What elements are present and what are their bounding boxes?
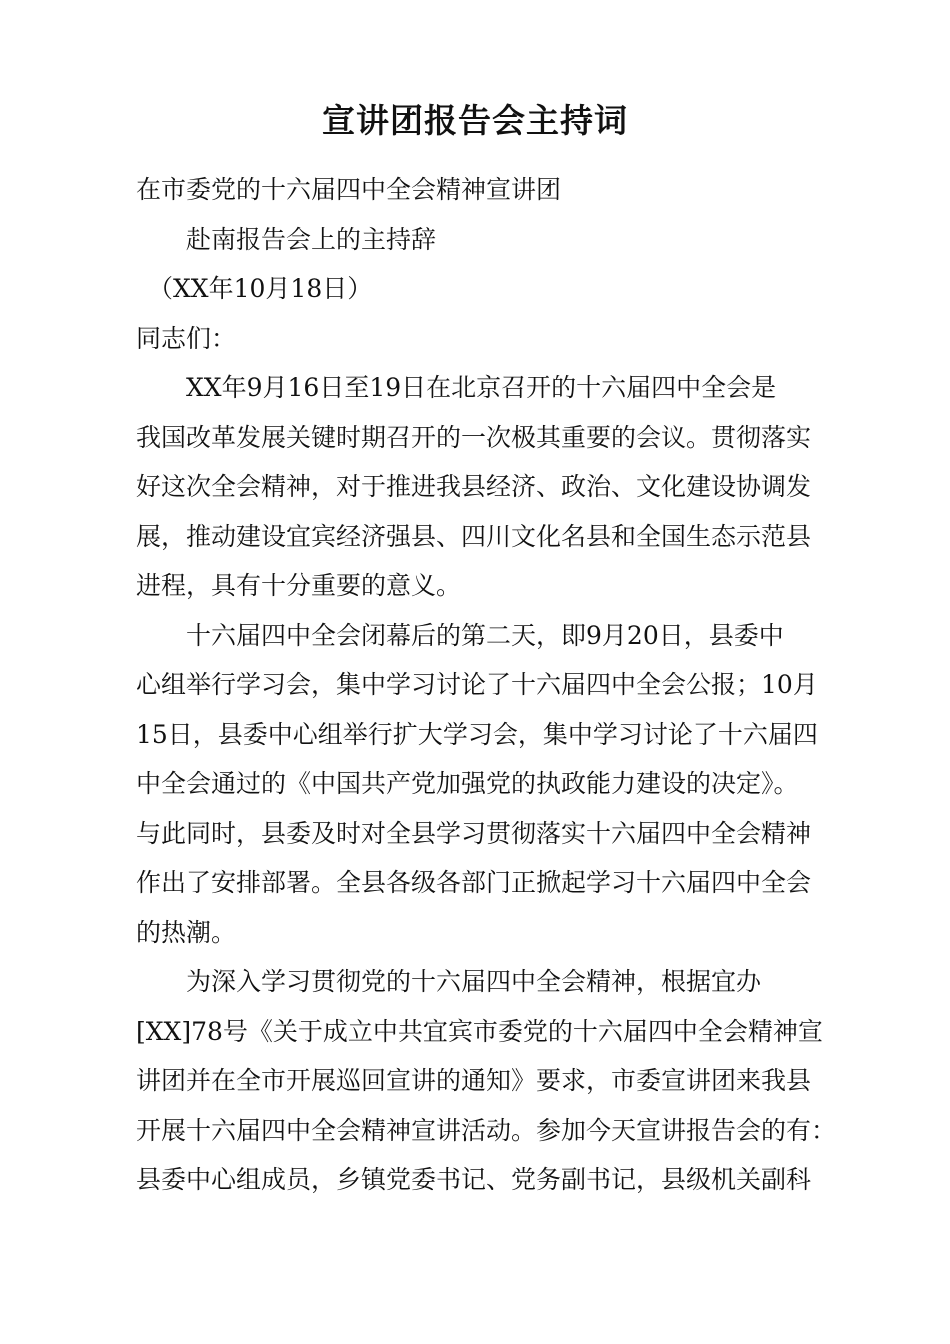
paragraph-line: XX年9月16日至19日在北京召开的十六届四中全会是 — [186, 373, 777, 402]
paragraph-line: 为深入学习贯彻党的十六届四中全会精神，根据宜办 — [186, 967, 762, 996]
paragraph-line: 十六届四中全会闭幕后的第二天，即9月20日，县委中 — [186, 621, 784, 650]
paragraph-line: 作出了安排部署。全县各级各部门正掀起学习十六届四中全会 — [136, 868, 812, 897]
paragraph-line: 15日，县委中心组举行扩大学习会，集中学习讨论了十六届四 — [136, 720, 818, 749]
salutation: 同志们： — [136, 324, 237, 353]
paragraph-line: 讲团并在全市开展巡回宣讲的通知》要求，市委宣讲团来我县 — [136, 1066, 812, 1095]
header-line-1: 在市委党的十六届四中全会精神宣讲团 — [136, 175, 562, 204]
paragraph-line: 开展十六届四中全会精神宣讲活动。参加今天宣讲报告会的有： — [136, 1116, 837, 1145]
date-line: （XX年10月18日） — [148, 274, 373, 303]
paragraph-line: 展，推动建设宜宾经济强县、四川文化名县和全国生态示范县 — [136, 522, 812, 551]
paragraph-line: 好这次全会精神，对于推进我县经济、政治、文化建设协调发 — [136, 472, 812, 501]
paragraph-line: 与此同时，县委及时对全县学习贯彻落实十六届四中全会精神 — [136, 819, 812, 848]
paragraph-line: 中全会通过的《中国共产党加强党的执政能力建设的决定》。 — [136, 769, 799, 798]
paragraph-line: 的热潮。 — [136, 918, 237, 947]
paragraph-line: 心组举行学习会，集中学习讨论了十六届四中全会公报；10月 — [136, 670, 818, 699]
header-line-2: 赴南报告会上的主持辞 — [186, 225, 437, 254]
document-title: 宣讲团报告会主持词 — [322, 101, 628, 140]
paragraph-line: [XX]78号《关于成立中共宜宾市委党的十六届四中全会精神宣 — [136, 1017, 823, 1046]
paragraph-line: 进程，具有十分重要的意义。 — [136, 571, 462, 600]
paragraph-line: 我国改革发展关键时期召开的一次极其重要的会议。贯彻落实 — [136, 423, 812, 452]
paragraph-line: 县委中心组成员，乡镇党委书记、党务副书记，县级机关副科 — [136, 1165, 812, 1194]
